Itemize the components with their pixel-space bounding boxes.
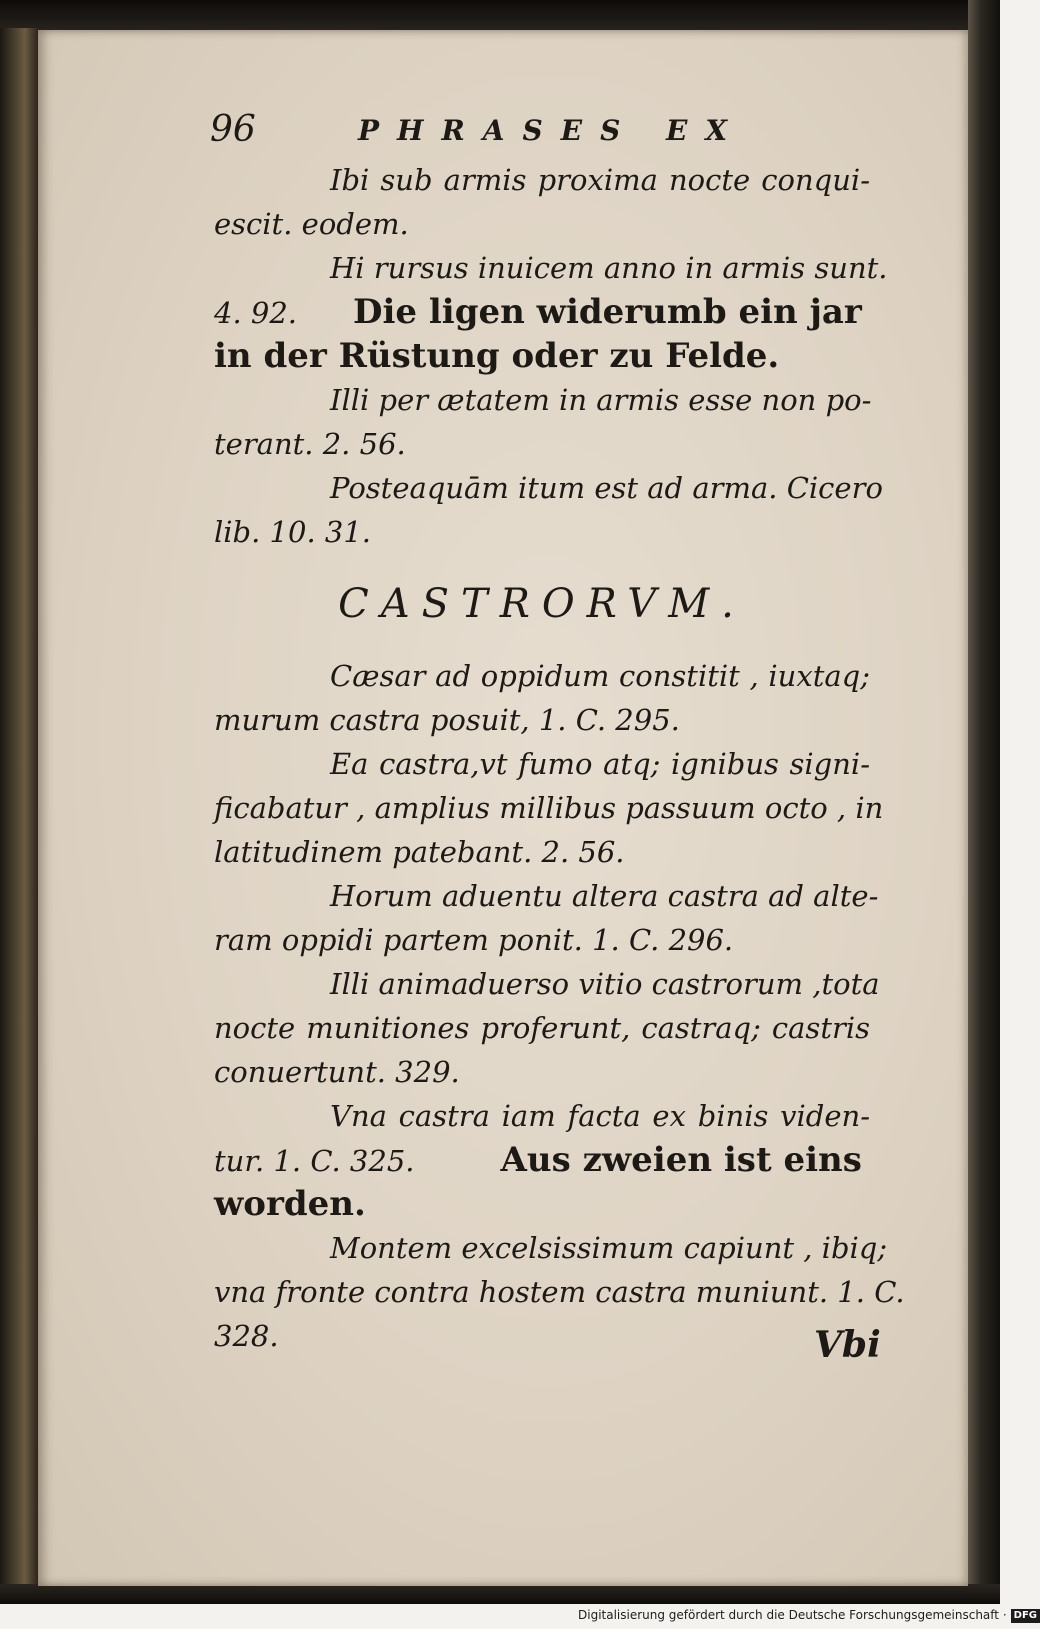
book-spine-edge xyxy=(0,28,38,1588)
scan-top-border xyxy=(0,0,1000,34)
running-head: PHRASES EX xyxy=(358,114,746,147)
text-line: 328. xyxy=(214,1319,279,1353)
text-line: nocte munitiones proferunt, castraq; castris xyxy=(214,1011,870,1045)
text-line xyxy=(214,1182,870,1226)
citation: 4. 92. xyxy=(214,296,298,330)
german-gloss: Die ligen widerumb ein jar xyxy=(353,292,862,332)
german-gloss: Aus zweien ist eins xyxy=(500,1140,862,1180)
text-line: latitudinem patebant. 2. 56. xyxy=(214,835,625,869)
digitization-credit xyxy=(578,1604,1037,1626)
text-line: Illi per ætatem in armis esse non po- xyxy=(330,383,872,417)
text-line: Vna castra iam facta ex binis viden- xyxy=(330,1099,870,1133)
text-line-mixed xyxy=(214,290,870,334)
text-line: Posteaquām itum est ad arma. Cicero xyxy=(330,471,883,505)
text-line: Ibi sub armis proxima nocte conqui- xyxy=(330,163,870,197)
dfg-logo: DFG xyxy=(1011,1609,1040,1623)
section-heading: CASTRORVM. xyxy=(338,581,746,627)
page-header xyxy=(210,108,770,154)
text-line: terant. 2. 56. xyxy=(214,427,406,461)
scan-bottom-border xyxy=(0,1584,1000,1604)
text-line: Hi rursus inuicem anno in armis sunt. xyxy=(330,251,888,285)
german-gloss: in der Rüstung oder zu Felde. xyxy=(214,336,780,376)
citation: tur. 1. C. 325. xyxy=(214,1144,415,1178)
page-body xyxy=(214,158,905,1358)
text-line: Montem excelsissimum capiunt , ibiq; xyxy=(330,1231,888,1265)
text-line: murum castra posuit, 1. C. 295. xyxy=(214,703,680,737)
german-gloss: worden. xyxy=(214,1184,366,1224)
text-line: Ea castra,vt fumo atq; ignibus signi- xyxy=(330,747,870,781)
book-fore-edge xyxy=(968,0,1000,1600)
text-line: Horum aduentu altera castra ad alte- xyxy=(330,879,879,913)
text-line xyxy=(214,334,870,378)
catchword: Vbi xyxy=(814,1324,881,1366)
text-line: Cæsar ad oppidum constitit , iuxtaq; xyxy=(330,659,870,693)
credit-text: Digitalisierung gefördert durch die Deutsche Forschungsgemeinschaft · xyxy=(578,1608,1007,1622)
text-line: conuertunt. 329. xyxy=(214,1055,460,1089)
text-line: Illi animaduerso vitio castrorum ,tota xyxy=(330,967,880,1001)
text-line: escit. eodem. xyxy=(214,207,409,241)
text-line: lib. 10. 31. xyxy=(214,515,372,549)
page-number: 96 xyxy=(210,109,256,150)
text-line: ficabatur , amplius millibus passuum octo , in xyxy=(214,791,884,825)
text-line: ram oppidi partem ponit. 1. C. 296. xyxy=(214,923,734,957)
text-line: vna fronte contra hostem castra muniunt. 1. C. xyxy=(214,1275,905,1309)
text-line-mixed xyxy=(214,1138,870,1182)
